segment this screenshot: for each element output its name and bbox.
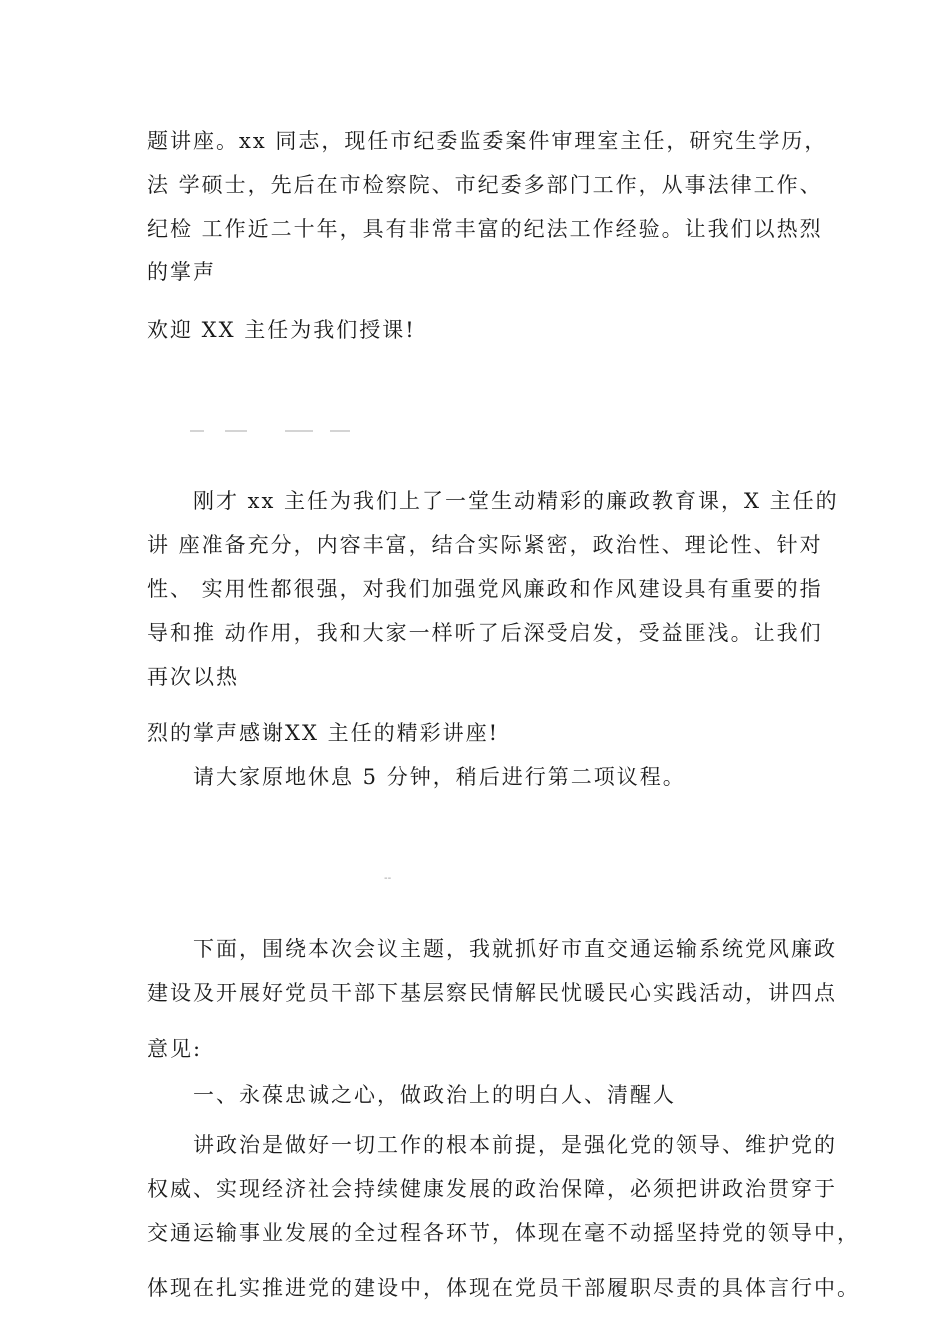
scan-smudge (225, 430, 247, 432)
intro-line-2: 法 学硕士，先后在市检察院、市纪委多部门工作，从事法律工作、 (147, 173, 823, 197)
section-heading-1: 一、永葆忠诚之心，做政治上的明白人、清醒人 (193, 1083, 676, 1107)
thanks-line-4: 导和推 动作用，我和大家一样听了后深受启发，受益匪浅。让我们 (147, 621, 823, 645)
speech-line-8: 体现在扎实推进党的建设中，体现在党员干部履职尽责的具体言行中。 (147, 1276, 860, 1300)
thanks-line-1: 刚才 xx 主任为我们上了一堂生动精彩的廉政教育课，X 主任的 (193, 489, 839, 513)
scan-smudge (285, 430, 313, 432)
speech-line-1: 下面，围绕本次会议主题，我就抓好市直交通运输系统党风廉政 (193, 937, 837, 961)
intro-line-1: 题讲座。xx 同志，现任市纪委监委案件审理室主任，研究生学历， (147, 129, 828, 153)
speech-line-6: 权威、实现经济社会持续健康发展的政治保障，必须把讲政治贯穿于 (147, 1177, 837, 1201)
thanks-line-3: 性、 实用性都很强，对我们加强党风廉政和作风建设具有重要的指 (147, 577, 823, 601)
break-notice: 请大家原地休息 5 分钟，稍后进行第二项议程。 (193, 765, 686, 789)
thanks-line-2: 讲 座准备充分，内容丰富，结合实际紧密，政治性、理论性、针对 (147, 533, 823, 557)
intro-line-5: 欢迎 XX 主任为我们授课! (147, 318, 416, 342)
intro-line-4: 的掌声 (147, 260, 216, 284)
intro-line-3: 纪检 工作近二十年，具有非常丰富的纪法工作经验。让我们以热烈 (147, 217, 823, 241)
speech-line-2: 建设及开展好党员干部下基层察民情解民忧暖民心实践活动，讲四点 (147, 981, 837, 1005)
scan-smudge (190, 430, 204, 432)
separator-mark: -- (384, 873, 392, 884)
scan-smudge (330, 430, 350, 432)
speech-line-3: 意见: (147, 1037, 203, 1061)
thanks-line-5: 再次以热 (147, 665, 239, 689)
thanks-line-6: 烈的掌声感谢XX 主任的精彩讲座! (147, 721, 500, 745)
speech-line-5: 讲政治是做好一切工作的根本前提，是强化党的领导、维护党的 (193, 1133, 837, 1157)
speech-line-7: 交通运输事业发展的全过程各环节，体现在毫不动摇坚持党的领导中， (147, 1221, 860, 1245)
